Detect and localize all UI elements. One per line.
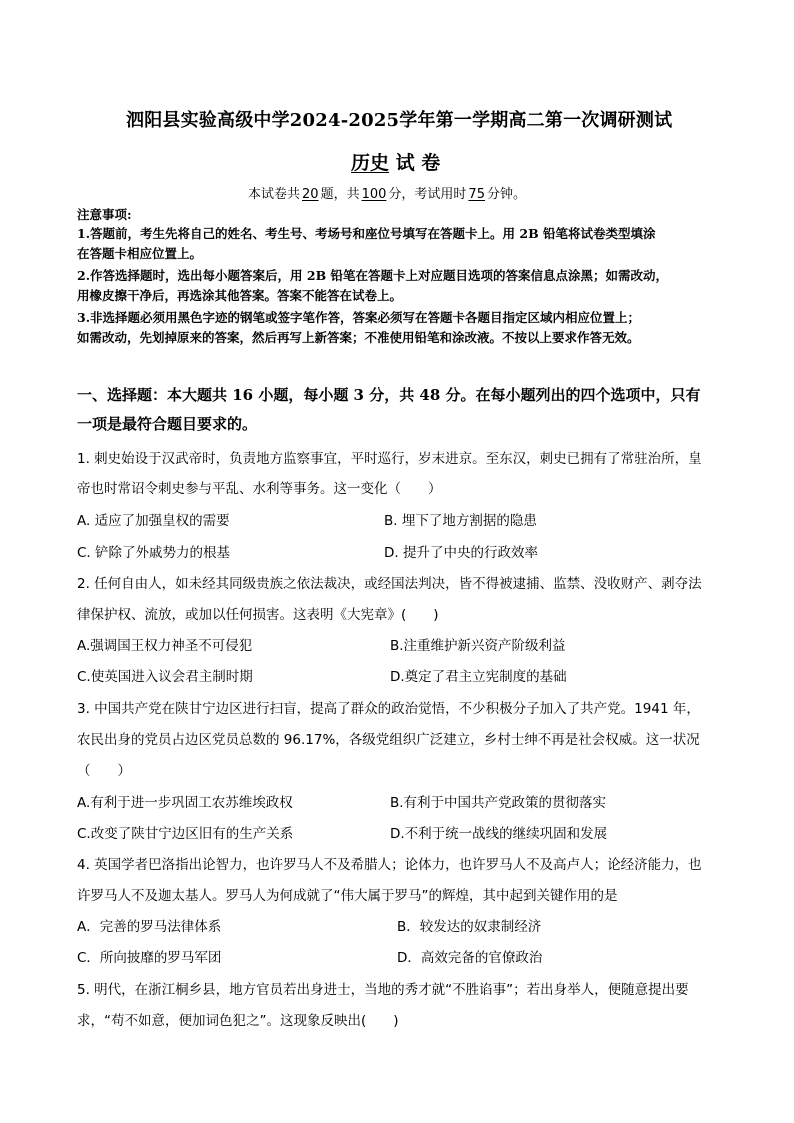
q4-option-b: B．较发达的奴隶制经济 [397,919,542,935]
question-count: 20 [302,187,319,202]
info-text: 题，共 [320,187,360,202]
subject-suffix: 试 卷 [395,152,441,174]
q3-option-d: D.不利于统一战线的继续巩固和发展 [390,826,608,842]
subject-name: 历史 [351,152,390,174]
q2-option-c: C.使英国进入议会君主制时期 [77,669,253,685]
q2-option-b: B.注重维护新兴资产阶级利益 [390,638,566,654]
notes-heading: 注意事项: [77,207,132,222]
question-1-text: 1. 刺史始设于汉武帝时，负责地方监察事宜，平时巡行，岁末进京。至东汉，刺史已拥有了常驻治所，皇 [77,451,702,467]
question-3-text: 3. 中国共产党在陕甘宁边区进行扫盲，提高了群众的政治觉悟，不少积极分子加入了共产党。1941 年， [77,701,700,717]
q4-option-a: A．完善的罗马法律体系 [77,919,222,935]
q2-option-d: D.奠定了君主立宪制度的基础 [390,669,567,685]
info-text: 本试卷共 [248,187,301,202]
info-text: 分，考试用时 [388,187,467,202]
q4-option-d: D．高效完备的官僚政治 [397,950,543,966]
question-1-text: 帝也时常诏令刺史参与平乱、水利等事务。这一变化（ ） [77,481,442,497]
q1-option-b: B. 埋下了地方割据的隐患 [384,513,537,529]
question-2-text: 2. 任何自由人，如未经其同级贵族之依法裁决，或经国法判决，皆不得被逮捕、监禁、没收财产、剥夺法 [77,576,702,592]
exam-info [248,183,526,202]
info-text: 分钟。 [486,187,526,202]
exam-title: 泗阳县实验高级中学2024-2025学年第一学期高二第一次调研测试 [126,110,673,131]
q1-option-d: D. 提升了中央的行政效率 [384,545,538,561]
notes-line: 1.答题前，考生先将自己的姓名、考生号、考场号和座位号填写在答题卡上。用 2B 铅笔将试卷类型填涂 [77,226,656,241]
q4-option-c: C．所向披靡的罗马军团 [77,950,222,966]
question-5-text: 5. 明代，在浙江桐乡县，地方官员若出身进士，当地的秀才就“不胜谄事”；若出身举人，便随意提出要 [77,982,689,998]
q1-option-a: A. 适应了加强皇权的需要 [77,513,230,529]
total-score: 100 [361,187,387,202]
q1-option-c: C. 铲除了外戚势力的根基 [77,545,231,561]
question-4-text: 4. 英国学者巴洛指出论智力，也许罗马人不及希腊人；论体力，也许罗马人不及高卢人；论经济能力，也 [77,857,702,873]
section-heading-cont: 一项是最符合题目要求的。 [77,415,258,433]
notes-line: 2.作答选择题时，选出每小题答案后，用 2B 铅笔在答题卡上对应题目选项的答案信息点涂黑；如需改动， [77,268,669,283]
notes-line: 在答题卡相应位置上。 [77,246,203,261]
subject-heading [351,148,440,175]
notes-line: 3.非选择题必须用黑色字迹的钢笔或签字笔作答，答案必须写在答题卡各题目指定区域内相应位置上； [77,310,641,325]
q3-option-c: C.改变了陕甘宁边区旧有的生产关系 [77,826,294,842]
q2-option-a: A.强调国王权力神圣不可侵犯 [77,638,253,654]
q3-option-a: A.有利于进一步巩固工农苏维埃政权 [77,795,293,811]
time-limit: 75 [468,187,485,202]
notes-line: 如需改动，先划掉原来的答案，然后再写上新答案；不准使用铅笔和涂改液。不按以上要求作答无效。 [77,330,640,345]
question-2-text: 律保护权、流放，或加以任何损害。这表明《大宪章》( ) [77,607,439,623]
q3-option-b: B.有利于中国共产党政策的贯彻落实 [390,795,607,811]
question-3-text: 农民出身的党员占边区党员总数的 96.17%，各级党组织广泛建立，乡村士绅不再是社会权威。这一状况 [77,732,700,748]
section-heading: 一、选择题：本大题共 16 小题，每小题 3 分，共 48 分。在每小题列出的四个选项中，只有 [77,386,701,404]
notes-line: 用橡皮擦干净后，再选涂其他答案。答案不能答在试卷上。 [77,288,403,303]
question-3-text: （ ） [77,763,131,779]
question-4-text: 许罗马人不及迦太基人。罗马人为何成就了“伟大属于罗马”的辉煌，其中起到关键作用的是 [77,888,618,904]
question-5-text: 求，“苟不如意，便加词色犯之”。这现象反映出( ) [77,1013,399,1029]
